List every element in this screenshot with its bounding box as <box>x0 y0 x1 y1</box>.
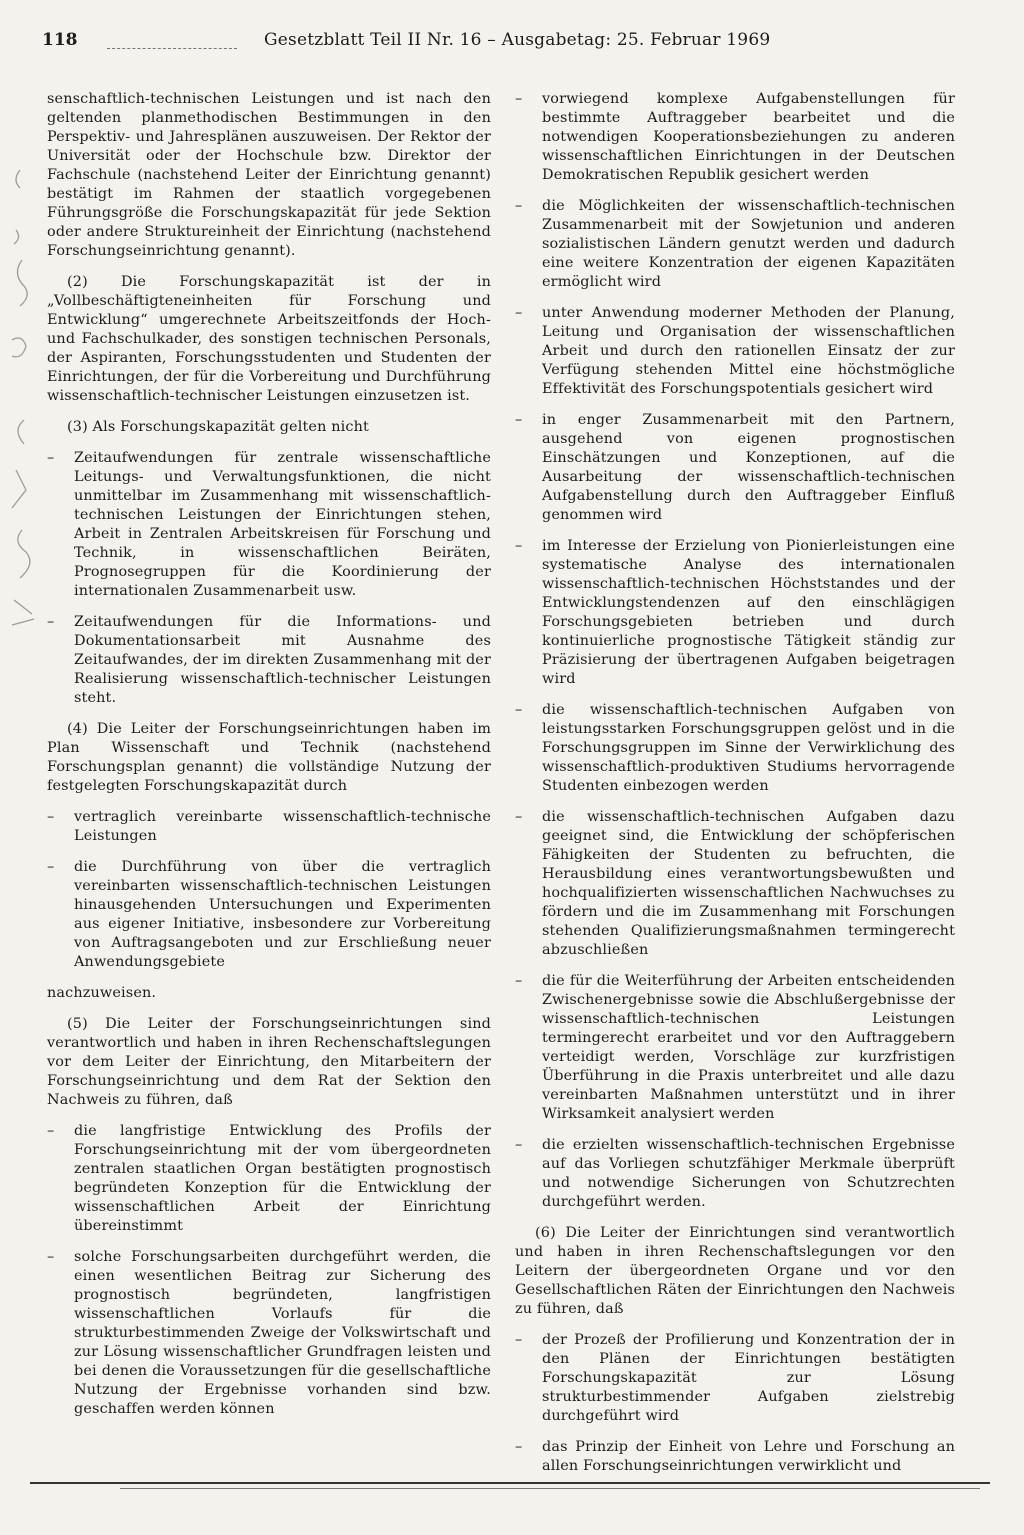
right-column <box>515 90 955 1488</box>
paragraph-2: (2) Die Forschungskapazität ist der in „Vollbeschäftigteneinheiten für Forschung und Entwicklung“ umgerechnete Arbeitszeitfonds der Hoch- und Fachschulkader, des sonstigen technischen Personals, der Aspiranten, Forschungsstudenten und Studenten der Einrichtungen, der für die Vorbereitung und Durchführung wissenschaftlich-technischer Leistungen einzusetzen ist. <box>47 274 491 404</box>
list-item: – die wissenschaftlich-technischen Aufgaben von leistungsstarken Forschungsgruppen gelöst und in die Forschungsgruppen im Sinne der Verwirklichung des wissenschaftlich-produktiven Studiums hervorragende Studenten einbezogen werden <box>515 702 955 794</box>
list-item: – Zeitaufwendungen für die Informations- und Dokumentationsarbeit mit Ausnahme des Zeitaufwandes, der im direkten Zusammenhang mit der Realisierung wissenschaftlich-technischer Leistungen steht. <box>47 614 491 706</box>
paragraph-4-end: nachzuweisen. <box>47 985 157 1001</box>
list-item: – solche Forschungsarbeiten durchgeführt werden, die einen wesentlichen Beitrag zur Sicherung des prognostisch begründeten, langfristigen wissenschaftlichen Vorlaufs für die strukturbestimmenden Zweige der Volkswirtschaft und zur Lösung wissenschaftlicher Grundfragen leisten und bei denen die Voraussetzungen für die gesellschaftliche Nutzung der Ergebnisse vorhanden sind bzw. geschaffen werden können <box>47 1249 491 1417</box>
footer-rule-secondary <box>120 1488 980 1489</box>
list-item: – die erzielten wissenschaftlich-technischen Ergebnisse auf das Vorliegen schutzfähiger Merkmale überprüft und notwendige Sicherungen von Schutzrechten durchgeführt werden. <box>515 1137 955 1210</box>
paragraph-3: (3) Als Forschungskapazität gelten nicht <box>67 419 369 435</box>
list-item: – die Möglichkeiten der wissenschaftlich-technischen Zusammenarbeit mit der Sowjetunion und anderen sozialistischen Ländern genutzt werden und dadurch eine weitere Konzentration der eigenen Kapazitäten ermöglicht wird <box>515 198 955 290</box>
paragraph-5: (5) Die Leiter der Forschungseinrichtungen sind verantwortlich und haben in ihren Rechenschaftslegungen vor dem Leiter der Einrichtung, den Mitarbeitern der Forschungseinrichtung und dem Rat der Sektion den Nachweis zu führen, daß <box>47 1016 491 1108</box>
list-item: – die wissenschaftlich-technischen Aufgaben dazu geeignet sind, die Entwicklung der schöpferischen Fähigkeiten der Studenten zu befruchten, die Herausbildung eines verantwortungsbewußten und hochqualifizierten wissenschaftlichen Nachwuchses zu fördern und die im Zusammenhang mit Forschungen stehenden Qualifizierungsmaßnahmen termingerecht abzuschließen <box>515 809 955 958</box>
page-header <box>42 30 982 56</box>
list-item: – Zeitaufwendungen für zentrale wissenschaftliche Leitungs- und Verwaltungsfunktionen, die nicht unmittelbar im Zusammenhang mit wissenschaftlich-technischen Leistungen der Einrichtungen stehen, Arbeit in Zentralen Arbeitskreisen für Forschung und Technik, in wissenschaftlichen Beiräten, Prognosegruppen für die Koordinierung der internationalen Zusammenarbeit usw. <box>47 450 491 599</box>
list-item: – das Prinzip der Einheit von Lehre und Forschung an allen Forschungseinrichtungen verwirklicht und <box>515 1439 955 1474</box>
paragraph-4: (4) Die Leiter der Forschungseinrichtungen haben im Plan Wissenschaft und Technik (nachstehend Forschungsplan genannt) die vollständige Nutzung der festgelegten Forschungskapazität durch <box>47 721 491 794</box>
margin-handwriting <box>2 170 46 650</box>
list-item: – vertraglich vereinbarte wissenschaftlich-technische Leistungen <box>47 809 491 844</box>
list-item: – die Durchführung von über die vertraglich vereinbarten wissenschaftlich-technischen Leistungen hinausgehenden Untersuchungen und Experimenten aus eigener Initiative, insbesondere zur Vorbereitung von Auftragsangeboten und zur Erschließung neuer Anwendungsgebiete <box>47 859 491 970</box>
left-column <box>47 90 491 1431</box>
list-item: – die für die Weiterführung der Arbeiten entscheidenden Zwischenergebnisse sowie die Abschlußergebnisse der wissenschaftlich-technischen Leistungen termingerecht erarbeitet und vor den Auftraggebern verteidigt werden, Vorschläge zur kurzfristigen Überführung in die Praxis unterbreitet und alle dazu vereinbarten Maßnahmen unterstützt und in ihrer Wirksamkeit analysiert werden <box>515 973 955 1122</box>
list-item: – vorwiegend komplexe Aufgabenstellungen für bestimmte Auftraggeber bearbeitet und die notwendigen Kooperationsbeziehungen zu anderen wissenschaftlichen Einrichtungen in der Deutschen Demokratischen Republik gesichert werden <box>515 91 955 183</box>
list-item: – der Prozeß der Profilierung und Konzentration der in den Plänen der Einrichtungen bestätigten Forschungskapazität zur Lösung strukturbestimmender Aufgaben zielstrebig durchgeführt wird <box>515 1332 955 1424</box>
list-item: – in enger Zusammenarbeit mit den Partnern, ausgehend von eigenen prognostischen Einschätzungen und Konzeptionen, auf die Ausarbeitung der wissenschaftlich-technischen Aufgabenstellung durch den Auftraggeber Einfluß genommen wird <box>515 412 955 523</box>
footer-rule <box>30 1482 990 1484</box>
paragraph-intro: senschaftlich-technischen Leistungen und ist nach den geltenden planmethodischen Bestimmungen in den Perspektiv- und Jahresplänen auszuweisen. Der Rektor der Universität oder der Hochschule bzw. Direktor der Fachschule (nachstehend Leiter der Einrichtung genannt) bestätigt im Rahmen der staatlich vorgegebenen Führungsgröße die Forschungskapazität für jede Sektion oder andere Struktureinheit der Einrichtung (nachstehend Forschungseinrichtung genannt). <box>47 91 491 259</box>
page-number: 118 <box>42 30 78 50</box>
paragraph-6: (6) Die Leiter der Einrichtungen sind verantwortlich und haben in ihren Rechenschaftslegungen vor den Leitern der übergeordneten Organe und vor den Gesellschaftlichen Räten der Einrichtungen den Nachweis zu führen, daß <box>515 1225 955 1317</box>
list-item: – im Interesse der Erzielung von Pionierleistungen eine systematische Analyse des internationalen wissenschaftlich-technischen Höchststandes und der Entwicklungstendenzen auf den einschlägigen Forschungsgebieten betrieben und durch kontinuierliche prognostische Tätigkeit ständig zur Präzisierung der übertragenen Aufgaben beigetragen wird <box>515 538 955 687</box>
list-item: – unter Anwendung moderner Methoden der Planung, Leitung und Organisation der wissenschaftlichen Arbeit und durch den rationellen Einsatz der zur Verfügung stehenden Mittel eine höchstmögliche Effektivität des Forschungspotentials gesichert wird <box>515 305 955 397</box>
header-rule <box>107 48 237 49</box>
list-item: – die langfristige Entwicklung des Profils der Forschungseinrichtung mit der vom übergeordneten zentralen staatlichen Organ bestätigten prognostisch begründeten Konzeption für die Entwicklung der wissenschaftlichen Arbeit der Einrichtung übereinstimmt <box>47 1123 491 1234</box>
gazette-title: Gesetzblatt Teil II Nr. 16 – Ausgabetag: 25. Februar 1969 <box>264 30 771 50</box>
